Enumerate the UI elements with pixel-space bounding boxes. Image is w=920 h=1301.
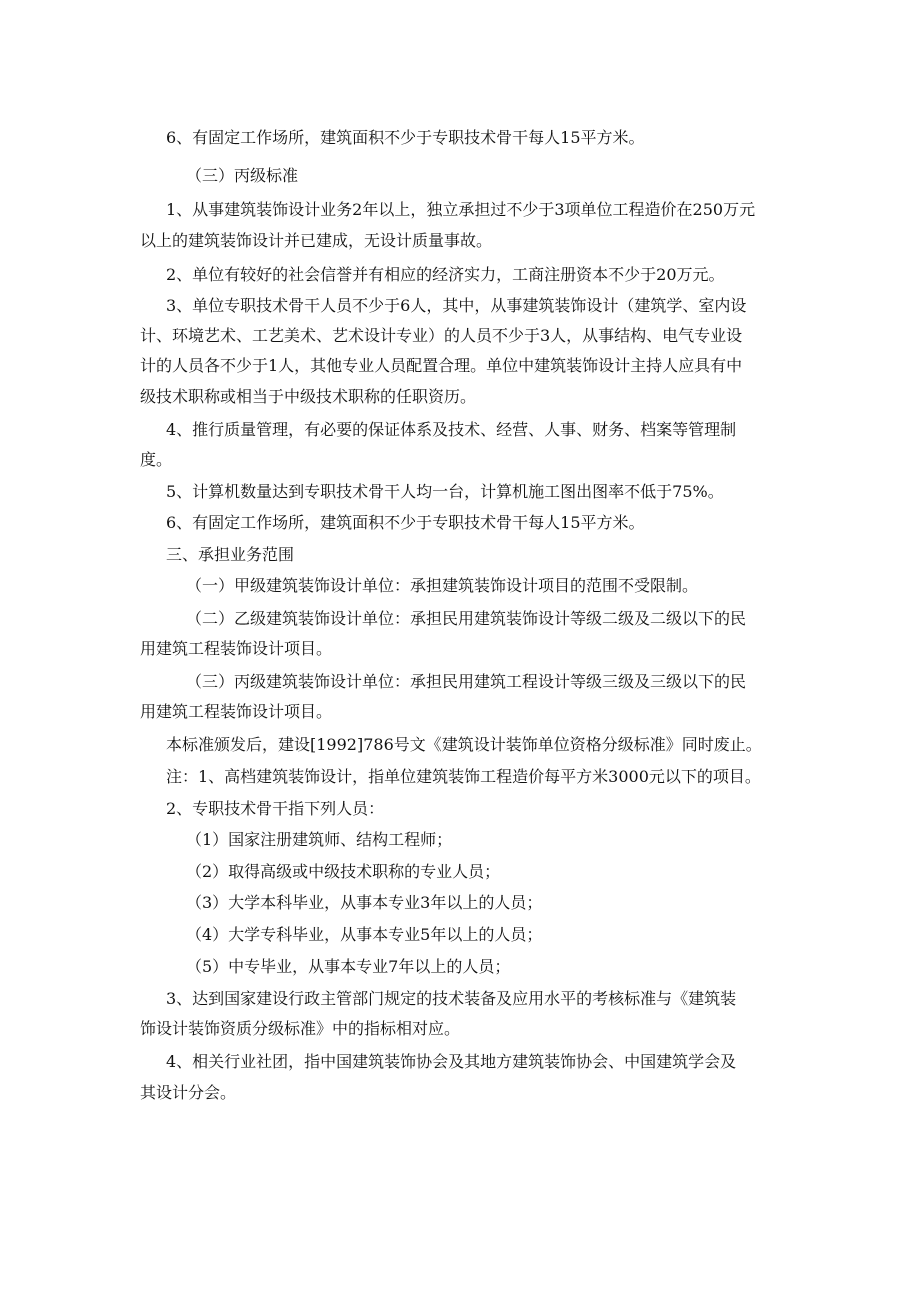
list-item: （3）大学本科毕业，从事本专业3年以上的人员； <box>186 893 543 912</box>
note-line: 3、达到国家建设行政主管部门规定的技术装备及应用水平的考核标准与《建筑装 <box>166 989 737 1008</box>
paragraph-line: 2、单位有较好的社会信誉并有相应的经济实力，工商注册资本不少于20万元。 <box>166 265 725 284</box>
note-line: 其设计分会。 <box>140 1083 237 1102</box>
note-line: 注：1、高档建筑装饰设计，指单位建筑装饰工程造价每平方米3000元以下的项目。 <box>166 767 761 786</box>
paragraph-line: 6、有固定工作场所，建筑面积不少于专职技术骨干每人15平方米。 <box>166 513 645 532</box>
list-item: （1）国家注册建筑师、结构工程师； <box>186 830 453 849</box>
paragraph-line: 本标准颁发后，建设[1992]786号文《建筑设计装饰单位资格分级标准》同时废止。 <box>166 735 762 754</box>
section-heading: 三、承担业务范围 <box>166 545 295 564</box>
note-line: 4、相关行业社团，指中国建筑装饰协会及其地方建筑装饰协会、中国建筑学会及 <box>166 1052 737 1071</box>
paragraph-line: 用建筑工程装饰设计项目。 <box>140 639 333 658</box>
paragraph-line: 以上的建筑装饰设计并已建成，无设计质量事故。 <box>140 231 493 250</box>
list-item: （4）大学专科毕业，从事本专业5年以上的人员； <box>186 925 543 944</box>
paragraph-line: 3、单位专职技术骨干人员不少于6人，其中，从事建筑装饰设计（建筑学、室内设 <box>166 296 747 315</box>
paragraph-line: 用建筑工程装饰设计项目。 <box>140 702 333 721</box>
section-heading: （三）丙级标准 <box>186 166 299 185</box>
paragraph-line: 计的人员各不少于1人，其他专业人员配置合理。单位中建筑装饰设计主持人应具有中 <box>140 356 743 375</box>
paragraph-line: 5、计算机数量达到专职技术骨干人均一台，计算机施工图出图率不低于75%。 <box>166 482 724 501</box>
paragraph-line: 4、推行质量管理，有必要的保证体系及技术、经营、人事、财务、档案等管理制 <box>166 420 737 439</box>
paragraph-line: （一）甲级建筑装饰设计单位：承担建筑装饰设计项目的范围不受限制。 <box>186 576 699 595</box>
paragraph-line: 计、环境艺术、工艺美术、艺术设计专业）的人员不少于3人，从事结构、电气专业设 <box>140 326 743 345</box>
paragraph-line: （三）丙级建筑装饰设计单位：承担民用建筑工程设计等级三级及三级以下的民 <box>186 672 747 691</box>
paragraph-line: 度。 <box>140 450 173 469</box>
note-line: 2、专职技术骨干指下列人员： <box>166 799 385 818</box>
note-line: 饰设计装饰资质分级标准》中的指标相对应。 <box>140 1019 461 1038</box>
list-item: （5）中专毕业，从事本专业7年以上的人员； <box>186 957 511 976</box>
paragraph-line: （二）乙级建筑装饰设计单位：承担民用建筑装饰设计等级二级及二级以下的民 <box>186 609 747 628</box>
paragraph-line: 6、有固定工作场所，建筑面积不少于专职技术骨干每人15平方米。 <box>166 128 645 147</box>
paragraph-line: 级技术职称或相当于中级技术职称的任职资历。 <box>140 387 477 406</box>
paragraph-line: 1、从事建筑装饰设计业务2年以上，独立承担过不少于3项单位工程造价在250万元 <box>166 200 756 219</box>
list-item: （2）取得高级或中级技术职称的专业人员； <box>186 862 501 881</box>
